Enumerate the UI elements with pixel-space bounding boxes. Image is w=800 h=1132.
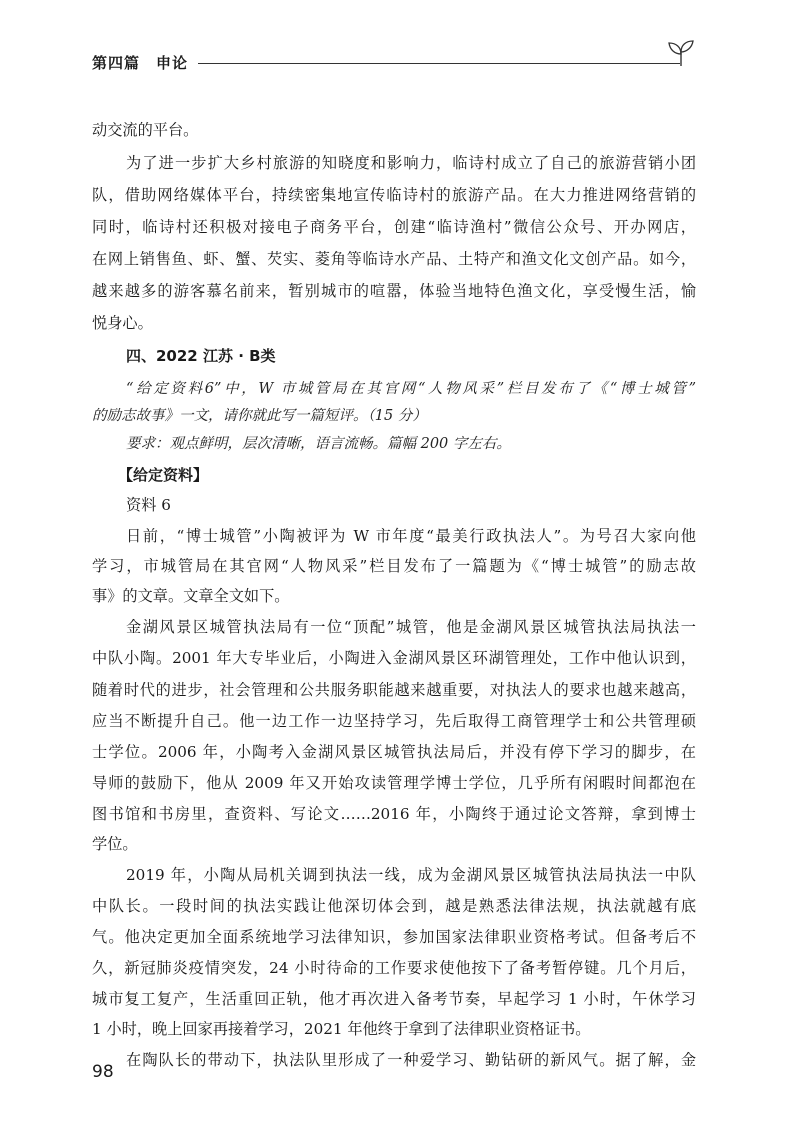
sprout-icon — [666, 38, 696, 68]
material-line: 图书馆和书房里，查资料、写论文……2016 年，小陶终于通过论文答辩，拿到博士 — [92, 805, 696, 823]
question-line: 的励志故事》一文，请你就此写一篇短评。（15 分） — [92, 408, 427, 424]
intro-line: 动交流的平台。 — [92, 121, 199, 139]
material-label: 【给定资料】 — [118, 466, 209, 484]
intro-line: 为了进一步扩大乡村旅游的知晓度和影响力，临诗村成立了自己的旅游营销小团 — [126, 154, 696, 172]
intro-line: 越来越多的游客慕名前来，暂别城市的喧嚣，体验当地特色渔文化，享受慢生活，愉 — [92, 282, 696, 300]
material-line: 1 小时，晚上回家再接着学习，2021 年他终于拿到了法律职业资格证书。 — [92, 1020, 591, 1038]
material-line: 金湖风景区城管执法局有一位“顶配”城管，他是金湖风景区城管执法局执法一 — [126, 618, 696, 636]
intro-line: 在网上销售鱼、虾、蟹、芡实、菱角等临诗水产品、土特产和渔文化文创产品。如今， — [92, 250, 696, 268]
running-header — [92, 44, 692, 74]
material-line: 久，新冠肺炎疫情突发，24 小时待命的工作要求使他按下了备考暂停键。几个月后， — [92, 959, 696, 977]
requirement-text: 要求：观点鲜明，层次清晰，语言流畅。篇幅 200 字左右。 — [126, 436, 511, 452]
material-line: 应当不断提升自己。他一边工作一边坚持学习，先后取得工商管理学士和公共管理硕 — [92, 712, 696, 730]
material-line: 中队小陶。2001 年大专毕业后，小陶进入金湖风景区环湖管理处，工作中他认识到， — [92, 649, 696, 667]
material-line: 学位。 — [92, 835, 138, 853]
material-line: 中队长。一段时间的执法实践让他深切体会到，越是熟悉法律法规，执法就越有底 — [92, 897, 696, 915]
material-line: 士学位。2006 年，小陶考入金湖风景区城管执法局后，并没有停下学习的脚步，在 — [92, 743, 696, 761]
material-line: 事》的文章。文章全文如下。 — [92, 587, 290, 605]
intro-line: 悦身心。 — [92, 314, 153, 332]
material-line: 城市复工复产，生活重回正轨，他才再次进入备考节奏，早起学习 1 小时，午休学习 — [92, 990, 696, 1008]
material-title: 资料 6 — [126, 496, 171, 514]
section-heading: 四、2022 江苏 · B类 — [126, 347, 276, 365]
header-title: 第四篇 申论 — [92, 54, 189, 72]
material-line: 在陶队长的带动下，执法队里形成了一种爱学习、勤钻研的新风气。据了解，金 — [126, 1051, 696, 1069]
material-line: 日前，“博士城管”小陶被评为 W 市年度“最美行政执法人”。为号召大家向他 — [126, 527, 696, 545]
question-line: “给定资料6”中，W 市城管局在其官网“人物风采”栏目发布了《“博士城管” — [126, 381, 696, 397]
material-line: 导师的鼓励下，他从 2009 年又开始攻读管理学博士学位，几乎所有闲暇时间都泡在 — [92, 774, 696, 792]
material-line: 随着时代的进步，社会管理和公共服务职能越来越重要，对执法人的要求也越来越高， — [92, 681, 696, 699]
page-number: 98 — [92, 1062, 114, 1082]
material-line: 气。他决定更加全面系统地学习法律知识，参加国家法律职业资格考试。但备考后不 — [92, 928, 696, 946]
intro-line: 队，借助网络媒体平台，持续密集地宣传临诗村的旅游产品。在大力推进网络营销的 — [92, 186, 696, 204]
material-line: 2019 年，小陶从局机关调到执法一线，成为金湖风景区城管执法局执法一中队 — [126, 866, 696, 884]
header-rule — [198, 63, 680, 64]
material-line: 学习，市城管局在其官网“人物风采”栏目发布了一篇题为《“博士城管”的励志故 — [92, 557, 696, 575]
intro-line: 同时，临诗村还积极对接电子商务平台，创建“临诗渔村”微信公众号、开办网店， — [92, 218, 696, 236]
